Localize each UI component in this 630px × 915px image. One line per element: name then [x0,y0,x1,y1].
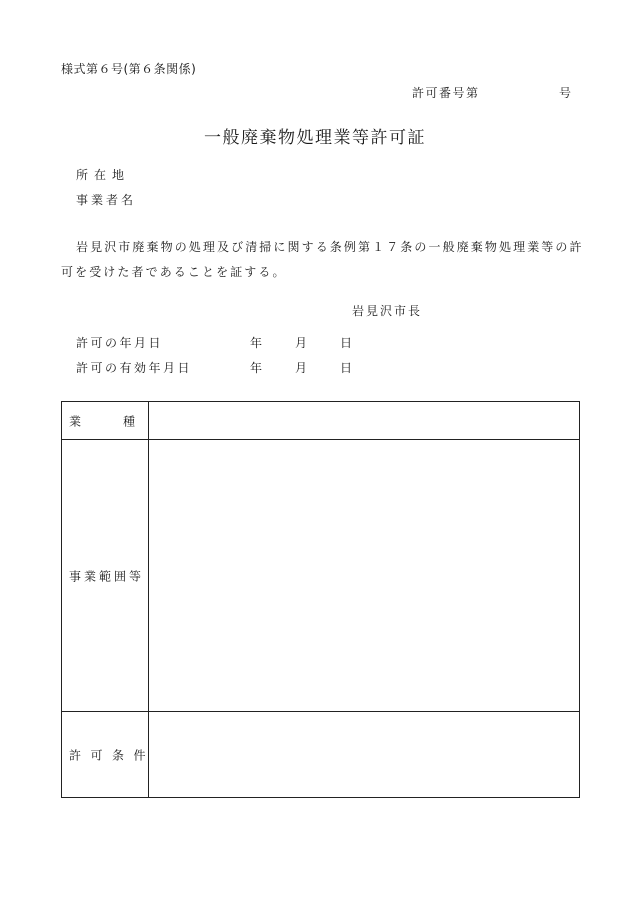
valid-date-label: 許可の有効年月日 [76,361,193,375]
permit-details-table [61,401,580,798]
form-number: 様式第６号(第６条関係) [61,62,197,76]
issuer-name: 岩見沢市長 [352,304,423,318]
permit-date-month: 月 [295,336,308,350]
valid-date-day: 日 [340,361,353,375]
permit-number-suffix: 号 [559,86,572,100]
permit-conditions-label: 許可条件 [69,748,156,763]
permit-conditions-label-cell [62,712,156,798]
address-label: 所在地 [76,168,131,182]
business-type-row [62,402,579,439]
business-scope-row [62,439,579,712]
permit-date-label: 許可の年月日 [76,336,164,350]
permit-date-year: 年 [250,336,263,350]
permit-date-day: 日 [340,336,353,350]
business-scope-label-cell [62,440,149,712]
valid-date-month: 月 [295,361,308,375]
permit-number-label: 許可番号第 [412,86,480,100]
valid-date-year: 年 [250,361,263,375]
operator-name-label: 事業者名 [76,193,137,207]
permit-conditions-row [62,711,579,798]
business-type-label-cell [62,402,178,439]
certification-text: 岩見沢市廃棄物の処理及び清掃に関する条例第１７条の一般廃棄物処理業等の許可を受けた者であることを証する。 [61,240,584,279]
document-title: 一般廃棄物処理業等許可証 [204,128,426,148]
business-type-label: 業種 [69,414,178,428]
business-scope-label: 事業範囲等 [69,569,145,584]
